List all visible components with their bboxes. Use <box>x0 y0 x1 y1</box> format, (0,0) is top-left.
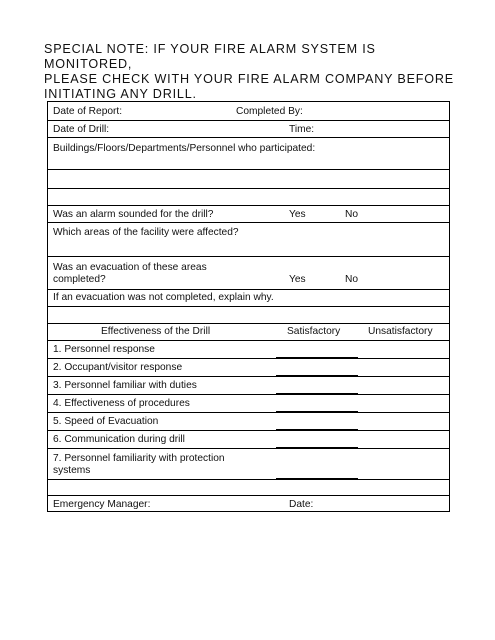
row-divider <box>48 120 449 121</box>
row-divider <box>48 394 449 395</box>
explain-label: If an evacuation was not completed, explain why. <box>53 292 274 303</box>
effectiveness-item: 6. Communication during drill <box>53 434 185 445</box>
date-of-report-label: Date of Report: <box>53 106 123 117</box>
row-divider <box>48 412 449 413</box>
alarm-yes-option[interactable]: Yes <box>289 209 306 220</box>
special-note: SPECIAL NOTE: IF YOUR FIRE ALARM SYSTEM IS MONITORED, PLEASE CHECK WITH YOUR FIRE ALARM COMPANY BEFORE INITIATING ANY DRILL. <box>44 42 454 101</box>
row-divider <box>48 430 449 431</box>
row-divider <box>48 323 449 324</box>
effectiveness-item: 5. Speed of Evacuation <box>53 416 159 427</box>
signoff-date-label: Date: <box>289 499 314 510</box>
alarm-no-option[interactable]: No <box>345 209 359 220</box>
effectiveness-item: 2. Occupant/visitor response <box>53 362 183 373</box>
row-divider <box>48 306 449 307</box>
satisfactory-answer-line[interactable] <box>276 478 358 479</box>
satisfactory-answer-line[interactable] <box>276 393 358 394</box>
row-divider <box>48 188 449 189</box>
satisfactory-header: Satisfactory <box>287 326 341 337</box>
row-divider <box>48 256 449 257</box>
row-divider <box>48 169 449 170</box>
evacuation-question: Was an evacuation of these areas completed? <box>53 262 207 285</box>
satisfactory-answer-line[interactable] <box>276 357 358 358</box>
evacuation-no-option[interactable]: No <box>345 274 359 285</box>
emergency-manager-label: Emergency Manager: <box>53 499 151 510</box>
row-divider <box>48 340 449 341</box>
row-divider <box>48 495 449 496</box>
effectiveness-item: 1. Personnel response <box>53 344 155 355</box>
unsatisfactory-header: Unsatisfactory <box>368 326 433 337</box>
effectiveness-item: 7. Personnel familiarity with protection systems <box>53 453 225 476</box>
row-divider <box>48 205 449 206</box>
effectiveness-item: 4. Effectiveness of procedures <box>53 398 190 409</box>
row-divider <box>48 479 449 480</box>
satisfactory-answer-line[interactable] <box>276 375 358 376</box>
row-divider <box>48 358 449 359</box>
evacuation-yes-option[interactable]: Yes <box>289 274 306 285</box>
row-divider <box>48 222 449 223</box>
satisfactory-answer-line[interactable] <box>276 411 358 412</box>
participants-label: Buildings/Floors/Departments/Personnel who participated: <box>53 143 316 154</box>
fire-drill-report-form <box>47 101 450 512</box>
row-divider <box>48 376 449 377</box>
row-divider <box>48 137 449 138</box>
completed-by-label: Completed By: <box>236 106 303 117</box>
row-divider <box>48 448 449 449</box>
row-divider <box>48 289 449 290</box>
areas-affected-question: Which areas of the facility were affected? <box>53 227 239 238</box>
time-label: Time: <box>289 124 315 135</box>
satisfactory-answer-line[interactable] <box>276 447 358 448</box>
satisfactory-answer-line[interactable] <box>276 429 358 430</box>
effectiveness-item: 3. Personnel familiar with duties <box>53 380 197 391</box>
alarm-sounded-question: Was an alarm sounded for the drill? <box>53 209 214 220</box>
effectiveness-header: Effectiveness of the Drill <box>101 326 211 337</box>
date-of-drill-label: Date of Drill: <box>53 124 110 135</box>
